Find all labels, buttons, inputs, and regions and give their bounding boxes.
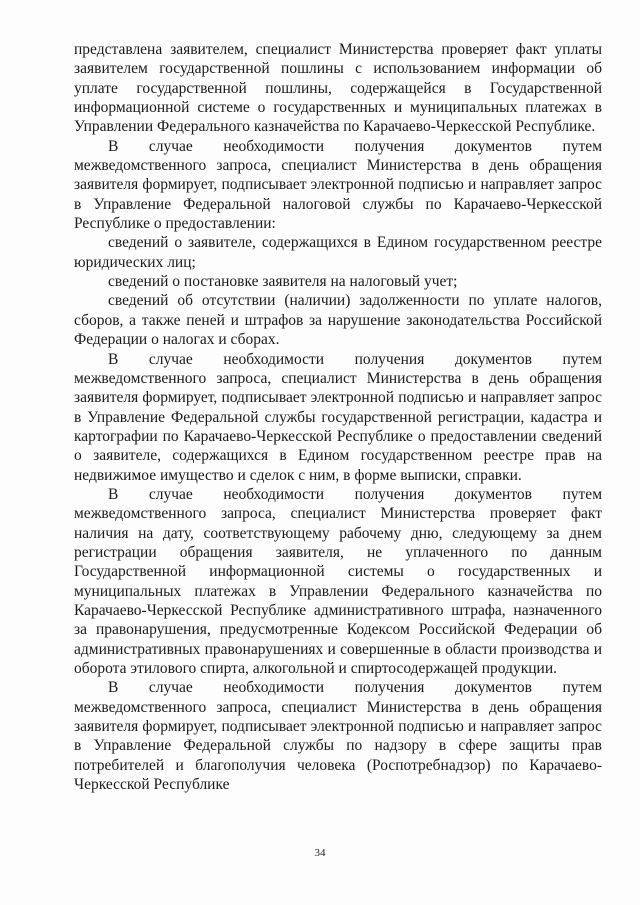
document-body — [74, 40, 602, 794]
list-item-tax-debt: сведений об отсутствии (наличии) задолженности по уплате налогов, сборов, а также пеней и штрафов за нарушение законодательства Российской Федерации о налогах и сборах. — [74, 292, 602, 349]
paragraph-continuation: представлена заявителем, специалист Министерства проверяет факт уплаты заявителем государственной пошлины с использованием информации об уплате государственной пошлины, содержащейся в Государственной информационной системе о государственных и муниципальных платежах в Управлении Федерального казначейства по Карачаево-Черкесской Республике. — [74, 41, 602, 136]
list-item-legal-entities-registry: сведений о заявителе, содержащихся в Едином государственном реестре юридических лиц; — [74, 234, 602, 271]
page-number: 34 — [314, 847, 326, 859]
paragraph-rospotrebnadzor-request: В случае необходимости получения документов путем межведомственного запроса, специалист Министерства в день обращения заявителя формирует, подписывает электронной подписью и направляет запрос в Управление Федеральной службы по надзору в сфере защиты прав потребителей и благополучия человека (Роспотребнадзор) по Карачаево-Черкесской Республике — [74, 679, 602, 794]
paragraph-fine-check: В случае необходимости получения документов путем межведомственного запроса, специалист Министерства проверяет факт наличия на дату, соответствующему рабочему дню, следующему за днем регистрации обращения заявителя, не уплаченного по данным Государственной информационной системы о государственных и муниципальных платежах в Управлении Федерального казначейства по Карачаево-Черкесской Республике административного штрафа, назначенного за правонарушения, предусмотренные Кодексом Российской Федерации об административных правонарушениях и совершенные в области производства и оборота этилового спирта, алкогольной и спиртосодержащей продукции. — [74, 485, 602, 677]
paragraph-rosreestr-request: В случае необходимости получения документов путем межведомственного запроса, специалист Министерства в день обращения заявителя формирует, подписывает электронной подписью и направляет запрос в Управление Федеральной службы государственной регистрации, кадастра и картографии по Карачаево-Черкесской Республике о предоставлении сведений о заявителе, содержащихся в Едином государственном реестре прав на недвижимое имущество и сделок с ним, в форме выписки, справки. — [74, 350, 602, 484]
list-item-tax-registration: сведений о постановке заявителя на налоговый учет; — [108, 273, 458, 291]
paragraph-tax-service-request: В случае необходимости получения документов путем межведомственного запроса, специалист Министерства в день обращения заявителя формирует, подписывает электронной подписью и направляет запрос в Управление Федеральной налоговой службы по Карачаево-Черкесской Республике о предоставлении: — [74, 137, 602, 233]
